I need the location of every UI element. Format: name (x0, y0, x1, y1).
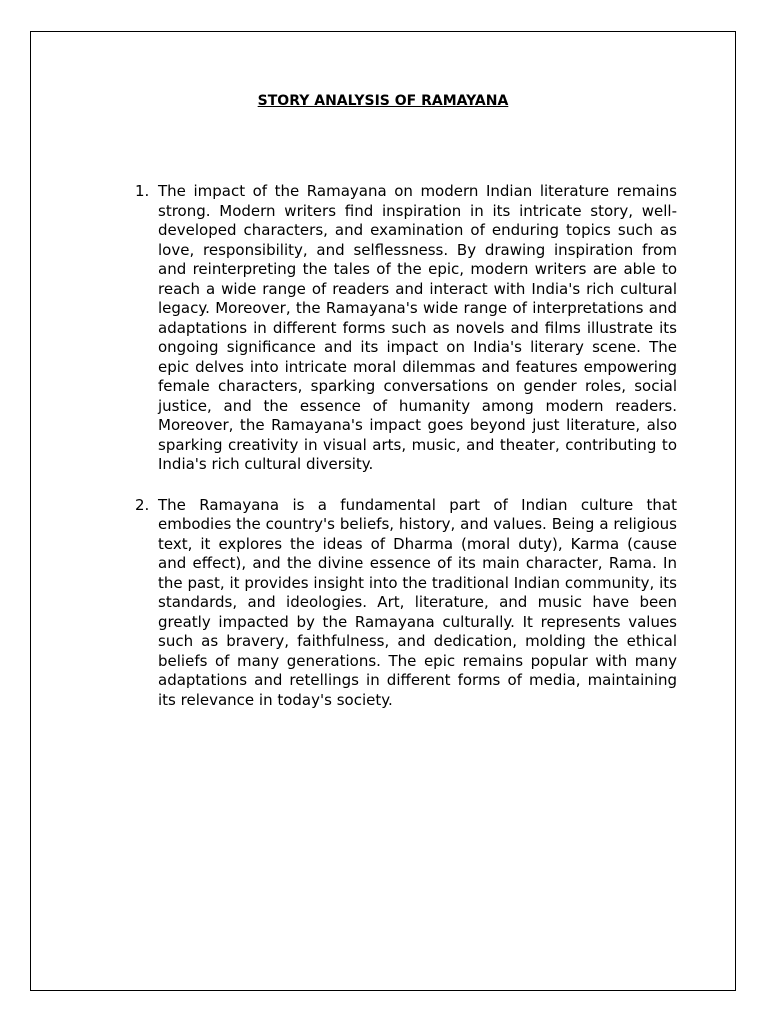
list-item (135, 496, 677, 711)
list-item-number: 1. (135, 182, 150, 200)
list-item-text: The Ramayana is a fundamental part of Indian culture that embodies the country's beliefs, history, and values. Being a religious text, it explores the ideas of Dharma (moral duty), Karma (cause and effect), and the divine essence of its main character, Rama. In the past, it provides insight into the traditional Indian community, its standards, and ideologies. Art, literature, and music have been greatly impacted by the Ramayana culturally. It represents values such as bravery, faithfulness, and dedication, molding the ethical beliefs of many generations. The epic remains popular with many adaptations and retellings in different forms of media, maintaining its relevance in today's society. (158, 495, 677, 709)
list-item (135, 182, 677, 475)
analysis-list (135, 182, 677, 731)
document-title: STORY ANALYSIS OF RAMAYANA (257, 93, 509, 109)
list-item-number: 2. (135, 495, 150, 514)
list-item-text: The impact of the Ramayana on modern Indian literature remains strong. Modern writers find inspiration in its intricate story, well-developed characters, and examination of enduring topics such as love, responsibility, and selflessness. By drawing inspiration from and reinterpreting the tales of the epic, modern writers are able to reach a wide range of readers and interact with India's rich cultural legacy. Moreover, the Ramayana's wide range of interpretations and adaptations in different forms such as novels and films illustrate its ongoing significance and its impact on India's literary scene. The epic delves into intricate moral dilemmas and features empowering female characters, sparking conversations on gender roles, social justice, and the essence of humanity among modern readers. Moreover, the Ramayana's impact goes beyond just literature, also sparking creativity in visual arts, music, and theater, contributing to India's rich cultural diversity. (158, 182, 677, 473)
